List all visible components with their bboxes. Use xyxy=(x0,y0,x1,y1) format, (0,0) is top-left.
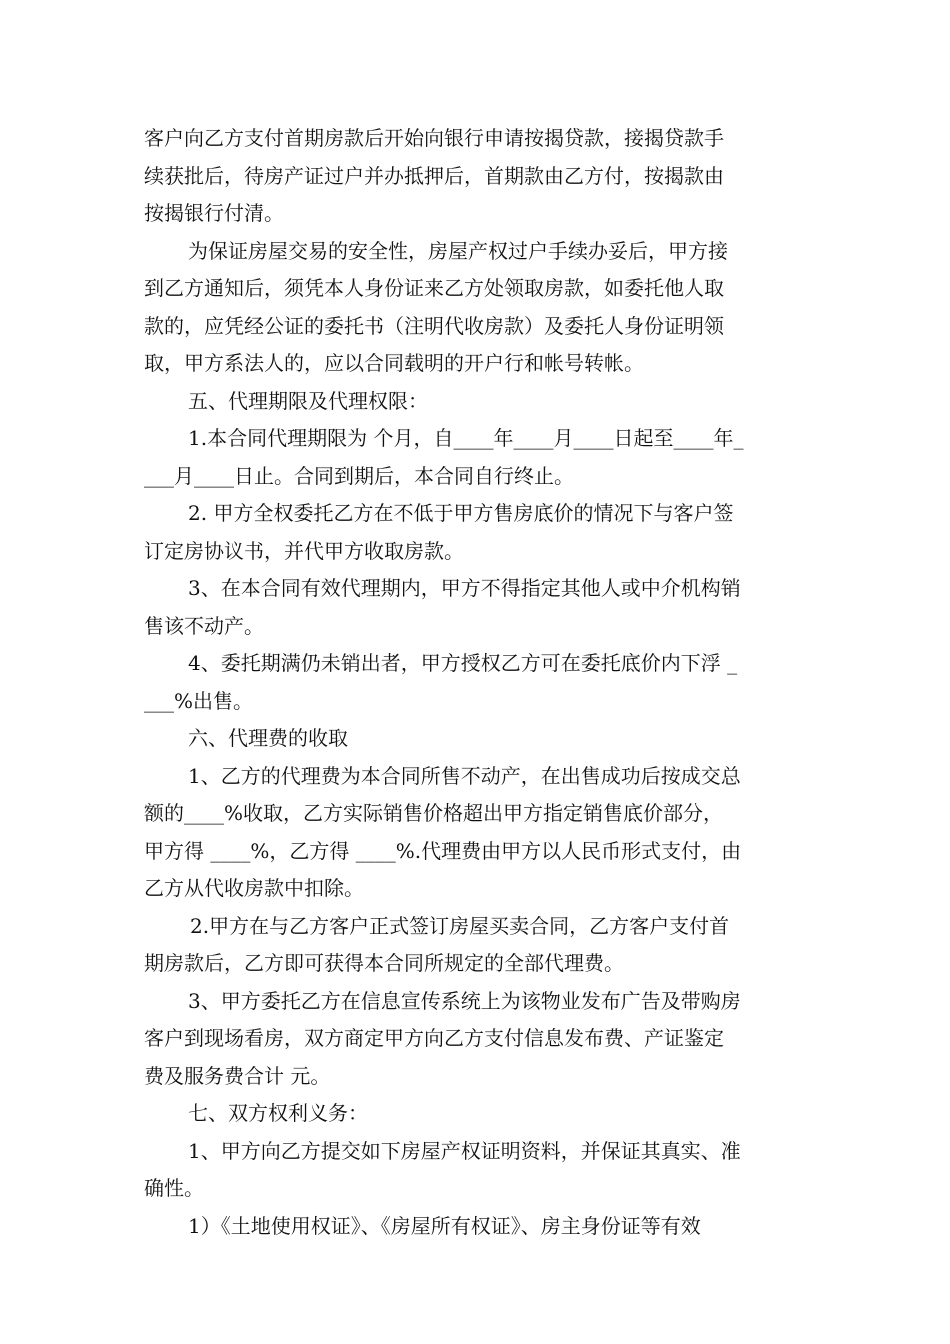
text-line: 3、甲方委托乙方在信息宣传系统上为该物业发布广告及带购房 xyxy=(188,988,741,1013)
text-line: 1.本合同代理期限为 个月，自____年____月____日起至____年_ xyxy=(188,426,744,450)
text-line: 4、委托期满仍未销出者，甲方授权乙方可在委托底价内下浮 _ xyxy=(188,651,738,675)
text-line: 期房款后，乙方即可获得本合同所规定的全部代理费。 xyxy=(144,951,624,975)
text-line: 3、在本合同有效代理期内，甲方不得指定其他人或中介机构销 xyxy=(188,576,741,600)
text-line: 1）《土地使用权证》、《房屋所有权证》、房主身份证等有效 xyxy=(188,1213,701,1238)
text-line: 取，甲方系法人的，应以合同载明的开户行和帐号转帐。 xyxy=(144,351,644,375)
text-line: 甲方得 ____%，乙方得 ____%.代理费由甲方以人民币形式支付，由 xyxy=(144,838,742,863)
text-line: 2.甲方在与乙方客户正式签订房屋买卖合同，乙方客户支付首 xyxy=(190,913,730,938)
section-heading: 六、代理费的收取 xyxy=(188,726,348,750)
text-line: 售该不动产。 xyxy=(144,613,264,638)
text-line: 续获批后，待房产证过户并办抵押后，首期款由乙方付，按揭款由 xyxy=(144,163,724,188)
text-line: ___%出售。 xyxy=(144,688,254,713)
section-heading: 五、代理期限及代理权限： xyxy=(188,388,428,413)
text-line: 到乙方通知后，须凭本人身份证来乙方处领取房款，如委托他人取 xyxy=(144,276,724,300)
text-line: 1、乙方的代理费为本合同所售不动产，在出售成功后按成交总 xyxy=(188,763,741,788)
text-line: 为保证房屋交易的安全性，房屋产权过户手续办妥后，甲方接 xyxy=(188,238,728,263)
text-line: 乙方从代收房款中扣除。 xyxy=(144,876,364,900)
text-line: 确性。 xyxy=(144,1176,204,1200)
text-line: 客户到现场看房，双方商定甲方向乙方支付信息发布费、产证鉴定 xyxy=(144,1026,724,1050)
text-line: ___月____日止。合同到期后，本合同自行终止。 xyxy=(144,463,574,488)
text-line: 费及服务费合计 元。 xyxy=(144,1063,331,1088)
text-line: 1、甲方向乙方提交如下房屋产权证明资料，并保证其真实、准 xyxy=(188,1138,741,1163)
text-line: 订定房协议书，并代甲方收取房款。 xyxy=(144,538,464,563)
text-line: 按揭银行付清。 xyxy=(144,201,284,225)
section-heading: 七、双方权利义务： xyxy=(188,1101,368,1125)
text-line: 款的，应凭经公证的委托书（注明代收房款）及委托人身份证明领 xyxy=(144,313,724,338)
document-page xyxy=(144,120,809,1245)
text-line: 2. 甲方全权委托乙方在不低于甲方售房底价的情况下与客户签 xyxy=(188,501,734,525)
text-line: 额的____%收取，乙方实际销售价格超出甲方指定销售底价部分， xyxy=(144,801,724,825)
text-line: 客户向乙方支付首期房款后开始向银行申请按揭贷款，接揭贷款手 xyxy=(144,126,724,150)
